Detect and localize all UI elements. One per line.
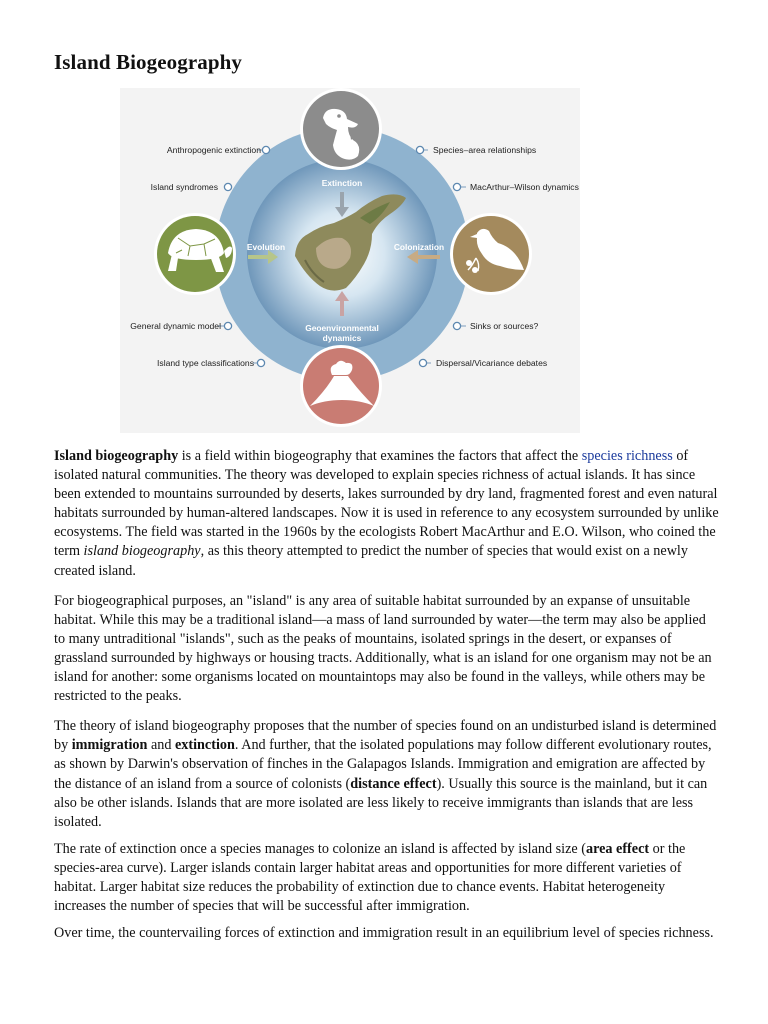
sinks-dot — [453, 322, 460, 329]
term-area-effect: area effect — [585, 840, 650, 857]
general-dynamic-dot — [224, 322, 231, 329]
label-island-syndromes: Island syndromes — [150, 182, 218, 192]
island-syndromes-dot — [224, 183, 231, 190]
label-macarthur-wilson: MacArthur–Wilson dynamics — [470, 182, 579, 192]
island-biogeography-diagram — [120, 88, 580, 433]
paragraph-intro: Island biogeography is a field within biogeography that examines the factors that affect the species richness of isolated natural communities. The theory was developed to explain species richness of actual islands. It has since been extended to mountains surrounded by deserts, lakes surrounded by dry land, fragmented forest and even natural habitats surrounded by human-altered landscapes. Now it is used in reference to any ecosystem surrounded by unlike ecosystems. The field was started in the 1960s by the ecologists Robert MacArthur and E.O. Wilson, who coined the term island biogeography, as this theory attempted to predict the number of species that would exist on a newly created island. — [54, 448, 719, 579]
label-general-dynamic-model: General dynamic model — [130, 321, 221, 331]
label-species-area: Species–area relationships — [433, 145, 537, 155]
island-type-dot — [257, 359, 264, 366]
page-title: Island Biogeography — [54, 50, 243, 74]
article-body — [54, 447, 720, 954]
term-immigration: immigration — [71, 737, 148, 754]
label-colonization: Colonization — [393, 242, 445, 252]
dispersal-dot — [419, 359, 426, 366]
species-area-dot — [416, 146, 423, 153]
term-distance-effect: distance effect — [350, 775, 437, 792]
label-evolution: Evolution — [246, 242, 286, 252]
paragraph-equilibrium: Over time, the countervailing forces of extinction and immigration result in an equilibrium level of species richness. — [54, 925, 714, 942]
term-extinction: extinction — [174, 737, 235, 754]
species-richness-link[interactable]: species richness — [581, 448, 673, 464]
anthropogenic-dot — [262, 146, 269, 153]
label-geo-line1: Geoenvironmental — [305, 323, 379, 333]
label-extinction: Extinction — [321, 178, 363, 188]
label-sinks-or-sources: Sinks or sources? — [470, 321, 539, 331]
label-island-type-classifications: Island type classifications — [157, 358, 254, 368]
label-geo-line2: dynamics — [322, 333, 362, 343]
term-island-biogeography: Island biogeography — [54, 448, 179, 464]
paragraph-island-definition: For biogeographical purposes, an "island" is any area of suitable habitat surrounded by an expanse of unsuitable habitat. While this may be a traditional island—a mass of land surrounded by water—the term may also be applied to many untraditional "islands", such as the peaks of mountains, isolated springs in the desert, or expanses of grassland surrounded by highways or housing tracts. Additionally, what is an island for one organism may not be an island for another: some organisms located on mountaintops may also be found in the valleys, while others may be restricted to the peaks. — [54, 592, 712, 705]
label-anthropogenic-extinction: Anthropogenic extinction — [166, 145, 261, 155]
term-italic-island-biogeography: island biogeography — [83, 543, 201, 560]
paragraph-area-effect: The rate of extinction once a species manages to colonize an island is affected by island size (area effect or the species-area curve). Larger islands contain larger habitat areas and opportunities for more different varieties of habitat. Larger habitat size reduces the probability of extinction due to chance events. Habitat heterogeneity increases the number of species that will be successful after immigration. — [54, 840, 686, 915]
label-dispersal-vicariance: Dispersal/Vicariance debates — [436, 358, 548, 368]
paragraph-immigration-extinction: The theory of island biogeography proposes that the number of species found on an undisturbed island is determined by immigration and extinction. And further, that the isolated populations may follow different evolutionary routes, as shown by Darwin's observation of finches in the Galapagos Islands. Immigration and emigration are affected by the distance of an island from a source of colonists (distance effect). Usually this source is the mainland, but it can also be other islands. Islands that are more isolated are less likely to receive immigrants than islands that are less isolated. — [54, 718, 717, 830]
macarthur-wilson-dot — [453, 183, 460, 190]
